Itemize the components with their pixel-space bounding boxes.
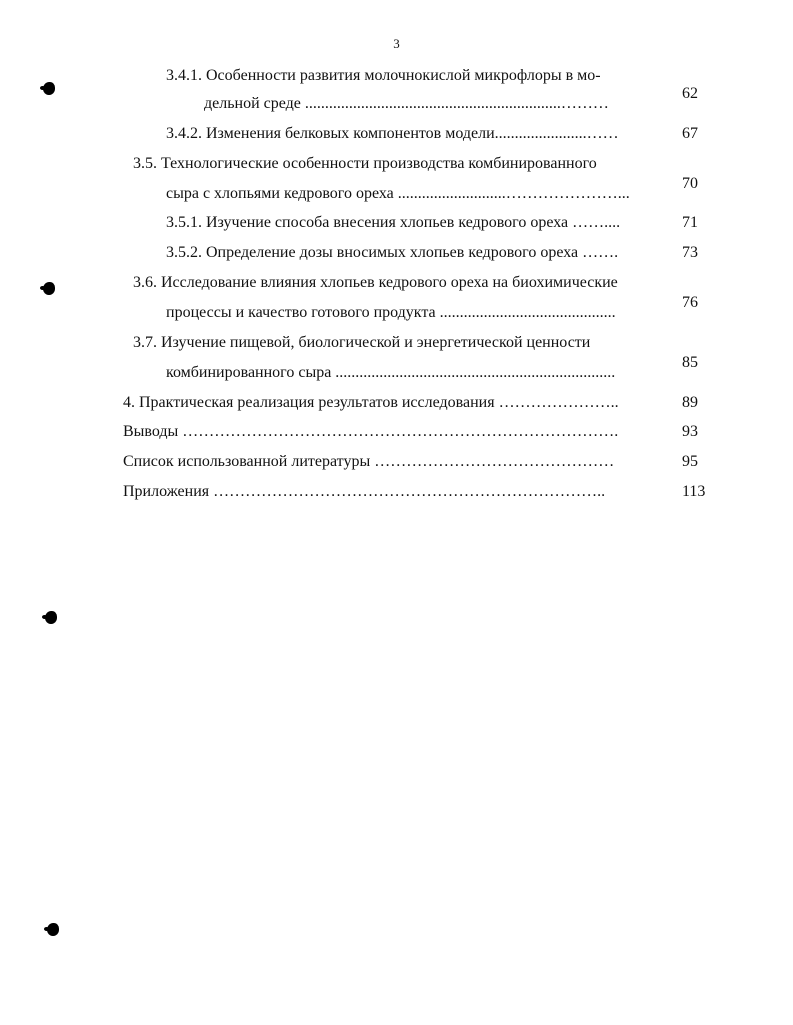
toc-entry-title: 3.4.2. Изменения белковых компонентов модели.......................……	[166, 125, 619, 142]
toc-entry-title: 3.5.2. Определение дозы вносимых хлопьев кедрового ореха …….	[166, 244, 619, 261]
toc-entry-title: 3.6. Исследование влияния хлопьев кедрового ореха на биохимические	[133, 274, 618, 291]
toc-entry-page: 89	[682, 394, 698, 411]
toc-entry-title: 3.5. Технологические особенности производства комбинированного	[133, 155, 597, 172]
toc-entry-title: 4. Практическая реализация результатов исследования …………………..	[123, 394, 619, 411]
toc-entry-title: дельной среде ................................................................………	[204, 95, 609, 112]
toc-entry-page: 73	[682, 244, 698, 261]
toc-entry-title: Выводы ……………………………………………………………………….	[123, 423, 619, 440]
toc-entry-page: 93	[682, 423, 698, 440]
toc-entry-page: 95	[682, 453, 698, 470]
punch-hole-mark	[43, 282, 55, 295]
toc-entry-title: Приложения ………………………………………………………………..	[123, 483, 606, 500]
toc-entry-title: Список использованной литературы ………………………………………	[123, 453, 615, 470]
toc-entry-title: 3.7. Изучение пищевой, биологической и энергетической ценности	[133, 334, 591, 351]
toc-entry-page: 67	[682, 125, 698, 142]
toc-entry-page: 113	[682, 483, 706, 500]
toc-entry-title: процессы и качество готового продукта ............................................	[166, 304, 616, 321]
toc-entry-page: 85	[682, 354, 698, 371]
toc-entry-page: 70	[682, 175, 698, 192]
toc-entry-title: сыра с хлопьями кедрового ореха ...........................…………………...	[166, 185, 630, 202]
toc-entry-page: 62	[682, 85, 698, 102]
page-number: 3	[393, 36, 400, 51]
toc-entry-title: комбинированного сыра ......................................................................	[166, 364, 616, 381]
punch-hole-mark	[45, 611, 57, 624]
toc-entry-title: 3.4.1. Особенности развития молочнокислой микрофлоры в мо-	[166, 67, 601, 84]
toc-entry-title: 3.5.1. Изучение способа внесения хлопьев кедрового ореха ……....	[166, 214, 621, 231]
toc-entry-page: 76	[682, 294, 698, 311]
toc-entry-page: 71	[682, 214, 698, 231]
punch-hole-mark	[43, 82, 55, 95]
punch-hole-mark	[47, 923, 59, 936]
